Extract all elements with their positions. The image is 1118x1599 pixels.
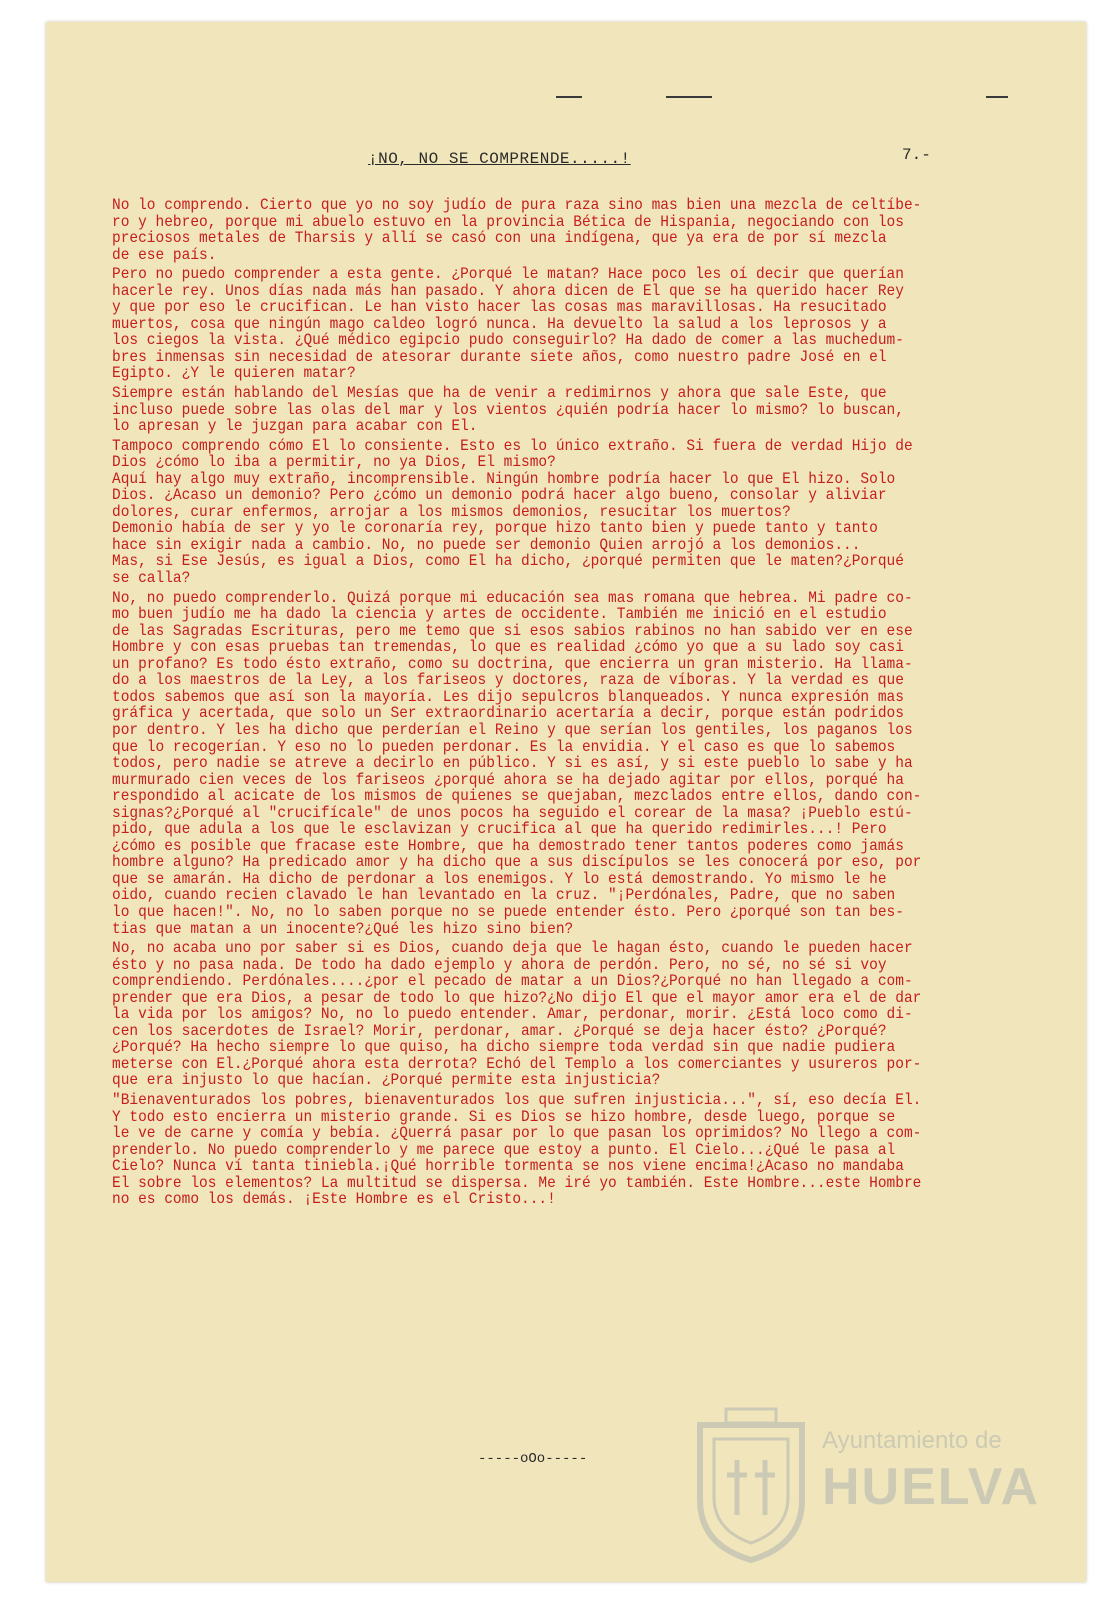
text-line: bres inmensas sin necesidad de atesorar durante siete años, como nuestro padre José en el bbox=[112, 348, 887, 366]
text-line: que era injusto lo que hacían. ¿Porqué permite esta injusticia? bbox=[112, 1072, 661, 1089]
text-line: meterse con El.¿Porqué ahora esta derrota? Echó del Templo a los comerciantes y usureros por- bbox=[112, 1055, 922, 1073]
text-line: oido, cuando recien clavado le han levantado en la cruz. "¡Perdónales, Padre, que no saben bbox=[112, 887, 896, 904]
text-line: de ese país. bbox=[112, 246, 217, 264]
typed-body-text bbox=[112, 197, 1037, 1208]
text-line: no es como los demás. ¡Este Hombre es el Cristo...! bbox=[112, 1191, 556, 1208]
text-line: dolores, curar enfermos, arrojar a los mismos demonios, resucitar los muertos? bbox=[112, 503, 791, 521]
text-line: prenderlo. No puedo comprenderlo y me parece que estoy a punto. El Cielo...¿Qué le pasa al bbox=[112, 1141, 896, 1159]
dash-mark bbox=[986, 96, 1008, 98]
text-line: murmurado cien veces de los fariseos ¿porqué ahora se ha dejado agitar por ellos, porqué ha bbox=[112, 771, 904, 789]
text-line: comprendiendo. Perdónales....¿por el pecado de matar a un Dios?¿Porqué no han llegado a com- bbox=[112, 973, 913, 990]
text-line: todos sabemos que así son la mayoría. Les dijo sepulcros blanqueados. Y nunca expresión mas bbox=[112, 688, 904, 706]
text-line: los ciegos la vista. ¿Qué médico egipcio pudo conseguirlo? Ha dado de comer a las muchedum- bbox=[112, 332, 904, 349]
text-line: que se amarán. Ha dicho de perdonar a los enemigos. Y lo está demostrando. Yo mismo le he bbox=[112, 870, 887, 888]
text-line: por dentro. Y les ha dicho que perderían el Reino y que serían los gentiles, los paganos los bbox=[112, 721, 913, 739]
text-line: Dios. ¿Acaso un demonio? Pero ¿cómo un demonio podrá hacer algo bueno, consolar y aliviar bbox=[112, 487, 887, 504]
text-line: El sobre los elementos? La multitud se dispersa. Me iré yo también. Este Hombre...este Hombre bbox=[112, 1174, 922, 1192]
text-line: se calla? bbox=[112, 570, 191, 587]
text-line: "Bienaventurados los pobres, bienaventurados los que sufren injusticia...", sí, eso decía El. bbox=[112, 1091, 922, 1109]
text-line: un profano? Es todo ésto extraño, como su doctrina, que encierra un gran misterio. Ha llama- bbox=[112, 655, 913, 673]
text-line: mo buen judío me ha dado la ciencia y artes de occidente. También me inició en el estudio bbox=[112, 606, 887, 623]
text-line: lo que hacen!". No, no lo saben porque no se puede entender ésto. Pero ¿porqué son tan bes- bbox=[112, 903, 904, 921]
text-line: que lo recogerían. Y eso no lo pueden perdonar. Es la envidia. Y el caso es que lo sabemos bbox=[112, 738, 896, 756]
text-line: prender que era Dios, a pesar de todo lo que hizo?¿No dijo El que el mayor amor era el de dar bbox=[112, 989, 922, 1007]
text-line: hacerle rey. Unos días nada más han pasado. Y ahora dicen de El que se ha querido hacer Rey bbox=[112, 282, 904, 300]
text-line: do a los maestros de la Ley, a los fariseos y doctores, raza de víboras. Y la verdad es que bbox=[112, 672, 904, 689]
text-line: la vida por los amigos? No, no lo puedo entender. Amar, perdonar, morir. ¿Está loco como di- bbox=[112, 1006, 913, 1023]
text-line: Dios ¿cómo lo iba a permitir, no ya Dios, El mismo? bbox=[112, 454, 556, 471]
city-crest-icon bbox=[692, 1405, 810, 1565]
text-line: Y todo esto encierra un misterio grande. Si es Dios se hizo hombre, desde luego, porque se bbox=[112, 1108, 896, 1126]
text-line: Mas, si Ese Jesús, es igual a Dios, como El ha dicho, ¿porqué permiten que le maten?¿Porqué bbox=[112, 553, 904, 571]
end-mark: -----oOo----- bbox=[478, 1451, 588, 1467]
text-line: ro y hebreo, porque mi abuelo estuvo en la provincia Bética de Hispania, negociando con los bbox=[112, 213, 904, 231]
text-line: tias que matan a un inocente?¿Qué les hizo sino bien? bbox=[112, 920, 574, 938]
text-line: Hombre y con esas pruebas tan tremendas, lo que es realidad ¿cómo yo que a su lado soy casi bbox=[112, 639, 904, 656]
text-line: No, no acaba uno por saber si es Dios, cuando deja que le hagan ésto, cuando le pueden hacer bbox=[112, 940, 913, 957]
text-line: y que por eso le crucifican. Le han visto hacer las cosas mas maravillosas. Ha resucitado bbox=[112, 299, 887, 316]
text-line: respondido al acicate de los mismos de quienes se quejaban, mezclados entre ellos, dando con- bbox=[112, 788, 922, 805]
page-title: ¡NO, NO SE COMPRENDE.....! bbox=[368, 150, 631, 168]
archive-watermark bbox=[692, 1405, 1041, 1565]
text-line: gráfica y acertada, que solo un Ser extraordinario acertaría a decir, porque están podridos bbox=[112, 705, 904, 722]
text-line: hombre alguno? Ha predicado amor y ha dicho que a sus discípulos se les conocerá por eso, por bbox=[112, 854, 922, 871]
text-line: le ve de carne y comía y bebía. ¿Querrá pasar por lo que pasan los oprimidos? No llego a com- bbox=[112, 1125, 922, 1142]
header-dash-marks bbox=[516, 96, 1036, 106]
text-line: No lo comprendo. Cierto que yo no soy judío de pura raza sino mas bien una mezcla de celtíbe- bbox=[112, 197, 922, 214]
text-line: No, no puedo comprenderlo. Quizá porque mi educación sea mas romana que hebrea. Mi padre co- bbox=[112, 589, 913, 607]
text-line: de las Sagradas Escrituras, pero me temo que si esos sabios rabinos no han sabido ver en ese bbox=[112, 622, 913, 640]
text-line: muertos, cosa que ningún mago caldeo logró nunca. Ha devuelto la salud a los leprosos y a bbox=[112, 315, 887, 333]
text-line: Egipto. ¿Y le quieren matar? bbox=[112, 365, 356, 383]
text-line: hace sin exigir nada a cambio. No, no puede ser demonio Quien arrojó a los demonios... bbox=[112, 536, 861, 554]
text-line: Cielo? Nunca ví tanta tiniebla.¡Qué horrible tormenta se nos viene encima!¿Acaso no mandaba bbox=[112, 1158, 904, 1175]
text-line: Aquí hay algo muy extraño, incomprensible. Ningún hombre podría hacer lo que El hizo. Solo bbox=[112, 470, 896, 488]
text-line: cen los sacerdotes de Israel? Morir, perdonar, amar. ¿Porqué se deja hacer ésto? ¿Porqué? bbox=[112, 1022, 887, 1040]
text-line: pido, que adula a los que le esclavizan y crucifica al que ha querido redimirles...! Pero bbox=[112, 821, 887, 838]
text-line: Pero no puedo comprender a esta gente. ¿Porqué le matan? Hace poco les oí decir que querían bbox=[112, 266, 904, 283]
text-line: Siempre están hablando del Mesías que ha de venir a redimirnos y ahora que sale Este, que bbox=[112, 385, 887, 402]
text-line: todos, pero nadie se atreve a decirlo en público. Y si es así, y si este pueblo lo sabe y ha bbox=[112, 755, 913, 772]
watermark-line-2: HUELVA bbox=[822, 1458, 1041, 1516]
dash-mark bbox=[556, 96, 582, 98]
text-line: Demonio había de ser y yo le coronaría rey, porque hizo tanto bien y puede tanto y tanto bbox=[112, 520, 878, 537]
text-line: Tampoco comprendo cómo El lo consiente. Esto es lo único extraño. Si fuera de verdad Hijo de bbox=[112, 437, 913, 455]
text-line: ésto y no pasa nada. De todo ha dado ejemplo y ahora de perdón. Pero, no sé, no sé si voy bbox=[112, 956, 887, 974]
dash-mark bbox=[666, 96, 712, 98]
text-line: incluso puede sobre las olas del mar y los vientos ¿quién podría hacer lo mismo? lo buscan, bbox=[112, 401, 904, 419]
text-line: ¿cómo es posible que fracase este Hombre, que ha demostrado tener tantos poderes como jamás bbox=[112, 837, 904, 855]
text-line: ¿Porqué? Ha hecho siempre lo que quiso, ha dicho siempre toda verdad sin que nadie pudiera bbox=[112, 1039, 896, 1056]
text-line: lo apresan y le juzgan para acabar con El. bbox=[112, 418, 478, 435]
text-line: signas?¿Porqué al "crucifícale" de unos pocos ha seguido el corear de la masa? ¡Pueblo estú- bbox=[112, 804, 913, 822]
page-number: 7.- bbox=[902, 146, 931, 164]
text-line: preciosos metales de Tharsis y allí se casó con una indígena, que ya era de por sí mezcla bbox=[112, 230, 887, 247]
watermark-line-1: Ayuntamiento de bbox=[822, 1427, 1002, 1454]
